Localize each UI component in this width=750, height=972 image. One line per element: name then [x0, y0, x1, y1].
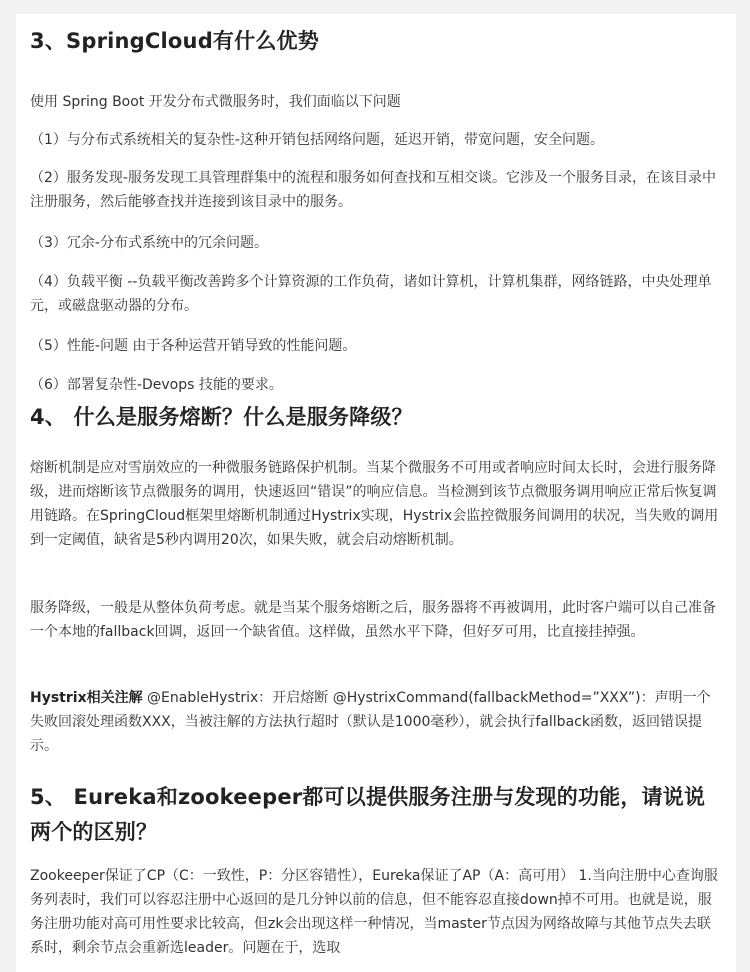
section-3-heading: 3、SpringCloud有什么优势 [30, 29, 319, 53]
hystrix-annotation-label: Hystrix相关注解 [30, 690, 143, 706]
section-3-item-4: （4）负载平衡 --负载平衡改善跨多个计算资源的工作负荷，诸如计算机，计算机集群，网络链路，中央处理单元，或磁盘驱动器的分布。 [30, 274, 712, 314]
hystrix-annotation-text: @EnableHystrix：开启熔断 @HystrixCommand(fallbackMethod=”XXX”)：声明一个失败回滚处理函数XXX，当被注解的方法执行超时（默认是1000毫秒），就会执行fallback函数，返回错误提示。 [30, 690, 711, 754]
section-3-item-2: （2）服务发现-服务发现工具管理群集中的流程和服务如何查找和互相交谈。它涉及一个服务目录，在该目录中注册服务，然后能够查找并连接到该目录中的服务。 [30, 170, 716, 210]
section-4-para-2: 服务降级，一般是从整体负荷考虑。就是当某个服务熔断之后，服务器将不再被调用，此时客户端可以自己准备一个本地的fallback回调，返回一个缺省值。这样做，虽然水平下降，但好歹可用，比直接挂掉强。 [30, 600, 716, 640]
section-4-para-3 [30, 686, 720, 758]
section-4-para-1: 熔断机制是应对雪崩效应的一种微服务链路保护机制。当某个微服务不可用或者响应时间太长时，会进行服务降级，进而熔断该节点微服务的调用，快速返回“错误”的响应信息。当检测到该节点微服务调用响应正常后恢复调用链路。在SpringCloud框架里熔断机制通过Hystrix实现，Hystrix会监控微服务间调用的状况，当失败的调用到一定阈值，缺省是5秒内调用20次，如果失败，就会启动熔断机制。 [30, 460, 719, 548]
section-3-item-5: （5）性能-问题 由于各种运营开销导致的性能问题。 [30, 338, 357, 354]
section-3-item-3: （3）冗余-分布式系统中的冗余问题。 [30, 235, 268, 251]
section-5-para-1: Zookeeper保证了CP（C：一致性，P：分区容错性），Eureka保证了AP（A：高可用） 1.当向注册中心查询服务列表时，我们可以容忍注册中心返回的是几分钟以前的信息，但不能容忍直接down掉不可用。也就是说，服务注册功能对高可用性要求比较高，但zk会出现这样一种情况，当master节点因为网络故障与其他节点失去联系时，剩余节点会重新选leader。问题在于，选取 [30, 868, 718, 956]
section-3-item-1: （1）与分布式系统相关的复杂性-这种开销包括网络问题，延迟开销，带宽问题，安全问题。 [30, 132, 604, 148]
section-3-intro: 使用 Spring Boot 开发分布式微服务时，我们面临以下问题 [30, 94, 401, 110]
section-5-heading: 5、 Eureka和zookeeper都可以提供服务注册与发现的功能，请说说两个的区别？ [30, 785, 706, 844]
section-4-heading: 4、 什么是服务熔断？什么是服务降级？ [30, 405, 413, 429]
section-3-item-6: （6）部署复杂性-Devops 技能的要求。 [30, 377, 283, 393]
article-page [16, 14, 736, 972]
